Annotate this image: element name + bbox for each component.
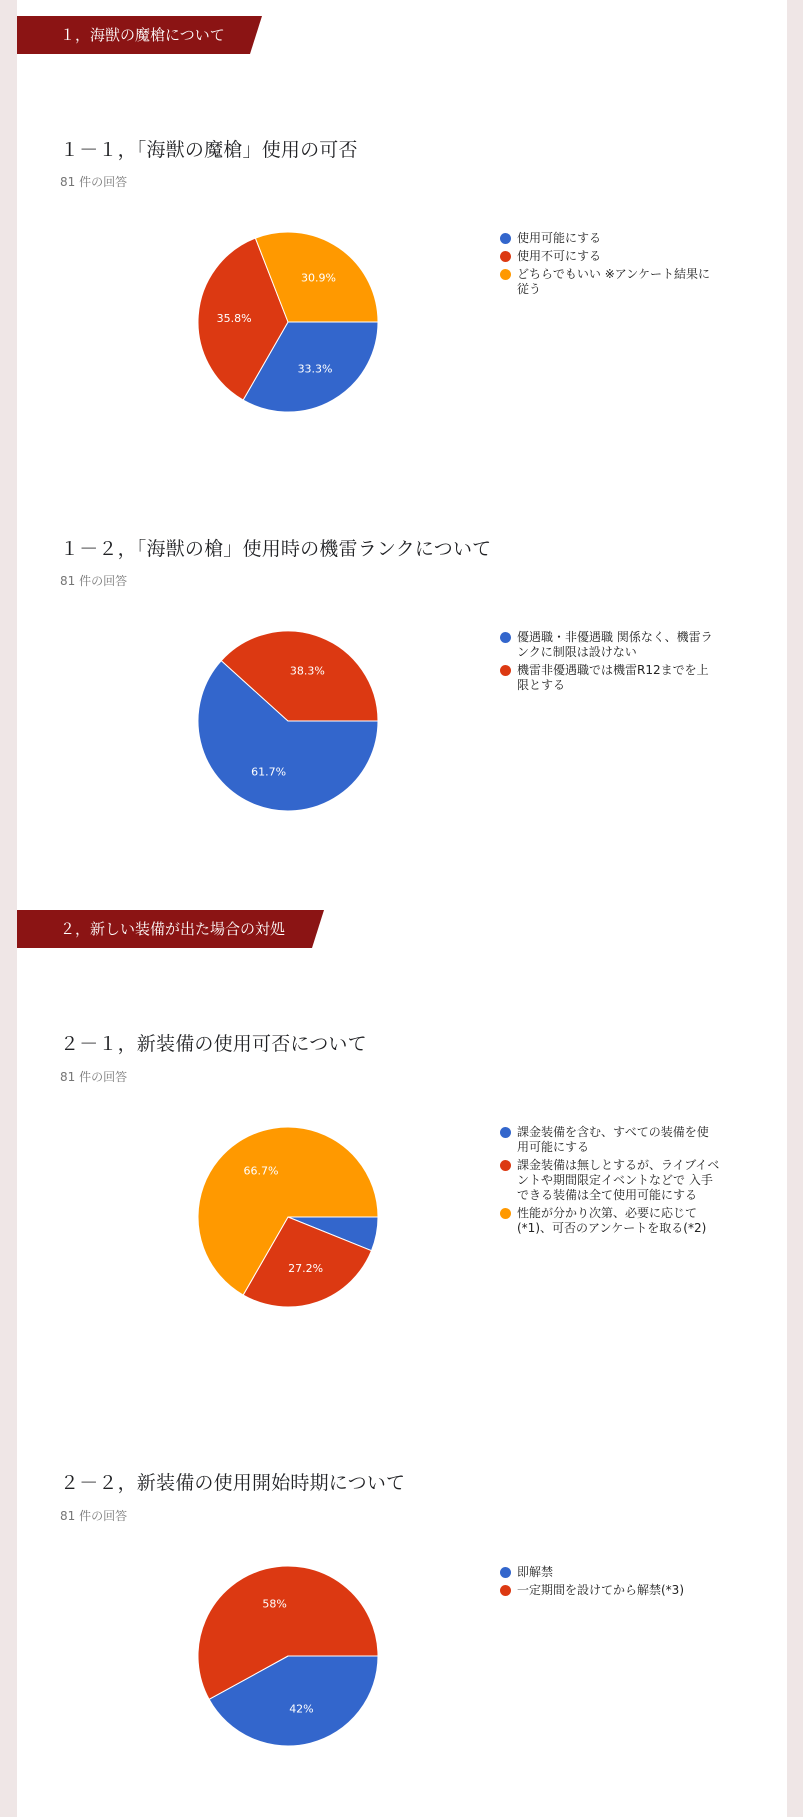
question-title: １－１，「海獣の魔槍」使用の可否	[60, 139, 358, 161]
legend-item	[500, 267, 720, 297]
question-title: ２－２，新装備の使用開始時期について	[60, 1472, 406, 1494]
question-title: ２－１，新装備の使用可否について	[60, 1033, 367, 1055]
slice-label: 33.3%	[297, 362, 333, 376]
legend-item	[500, 1125, 720, 1155]
legend-label: 優遇職・非優遇職 関係なく、機雷ランクに制限は設けない	[517, 630, 713, 659]
response-count: 81 件の回答	[60, 175, 128, 189]
question-title: １－２，「海獣の槍」使用時の機雷ランクについて	[60, 538, 492, 560]
chart-legend	[500, 1125, 720, 1239]
slice-label: 35.8%	[216, 311, 252, 325]
legend-item	[500, 1206, 720, 1236]
legend-label: 即解禁	[517, 1565, 554, 1579]
legend-swatch	[500, 665, 511, 676]
pie-chart	[196, 1125, 380, 1309]
legend-swatch	[500, 251, 511, 262]
legend-label: 課金装備は無しとするが、ライブイベントや期間限定イベントなどで 入手できる装備は全て使用可能にする	[517, 1158, 720, 1202]
response-count: 81 件の回答	[60, 1509, 128, 1523]
legend-label: 一定期間を設けてから解禁(*3)	[517, 1583, 684, 1597]
slice-label: 38.3%	[289, 664, 325, 678]
slice-label: 58%	[262, 1597, 287, 1611]
legend-label: どちらでもいい ※アンケート結果に従う	[517, 267, 711, 296]
legend-item	[500, 249, 720, 264]
legend-item	[500, 1158, 720, 1203]
chart-legend	[500, 231, 720, 300]
section-title: １，海獣の魔槍について	[60, 26, 225, 44]
slice-label: 27.2%	[288, 1262, 324, 1276]
legend-item	[500, 663, 720, 693]
legend-label: 使用可能にする	[517, 231, 602, 245]
legend-swatch	[500, 1127, 511, 1138]
legend-item	[500, 630, 720, 660]
legend-label: 課金装備を含む、すべての装備を使用可能にする	[517, 1125, 709, 1154]
pie-chart	[196, 1564, 380, 1748]
legend-item	[500, 1583, 720, 1598]
legend-swatch	[500, 233, 511, 244]
legend-label: 性能が分かり次第、必要に応じて(*1)、可否のアンケートを取る(*2)	[517, 1206, 707, 1235]
legend-swatch	[500, 1585, 511, 1596]
response-count: 81 件の回答	[60, 574, 128, 588]
legend-swatch	[500, 269, 511, 280]
chart-legend	[500, 630, 720, 696]
pie-chart	[196, 629, 380, 813]
slice-label: 66.7%	[243, 1164, 279, 1178]
legend-swatch	[500, 1160, 511, 1171]
legend-item	[500, 1565, 720, 1580]
legend-swatch	[500, 1208, 511, 1219]
legend-label: 機雷非優遇職では機雷R12までを上限とする	[517, 663, 709, 692]
slice-label: 61.7%	[251, 765, 287, 779]
legend-swatch	[500, 632, 511, 643]
pie-chart	[196, 230, 380, 414]
legend-item	[500, 231, 720, 246]
slice-label: 30.9%	[301, 271, 336, 285]
chart-legend	[500, 1565, 720, 1601]
section-title: ２，新しい装備が出た場合の対処	[60, 920, 286, 938]
response-count: 81 件の回答	[60, 1070, 128, 1084]
legend-swatch	[500, 1567, 511, 1578]
legend-label: 使用不可にする	[517, 249, 602, 263]
slice-label: 42%	[289, 1702, 314, 1716]
